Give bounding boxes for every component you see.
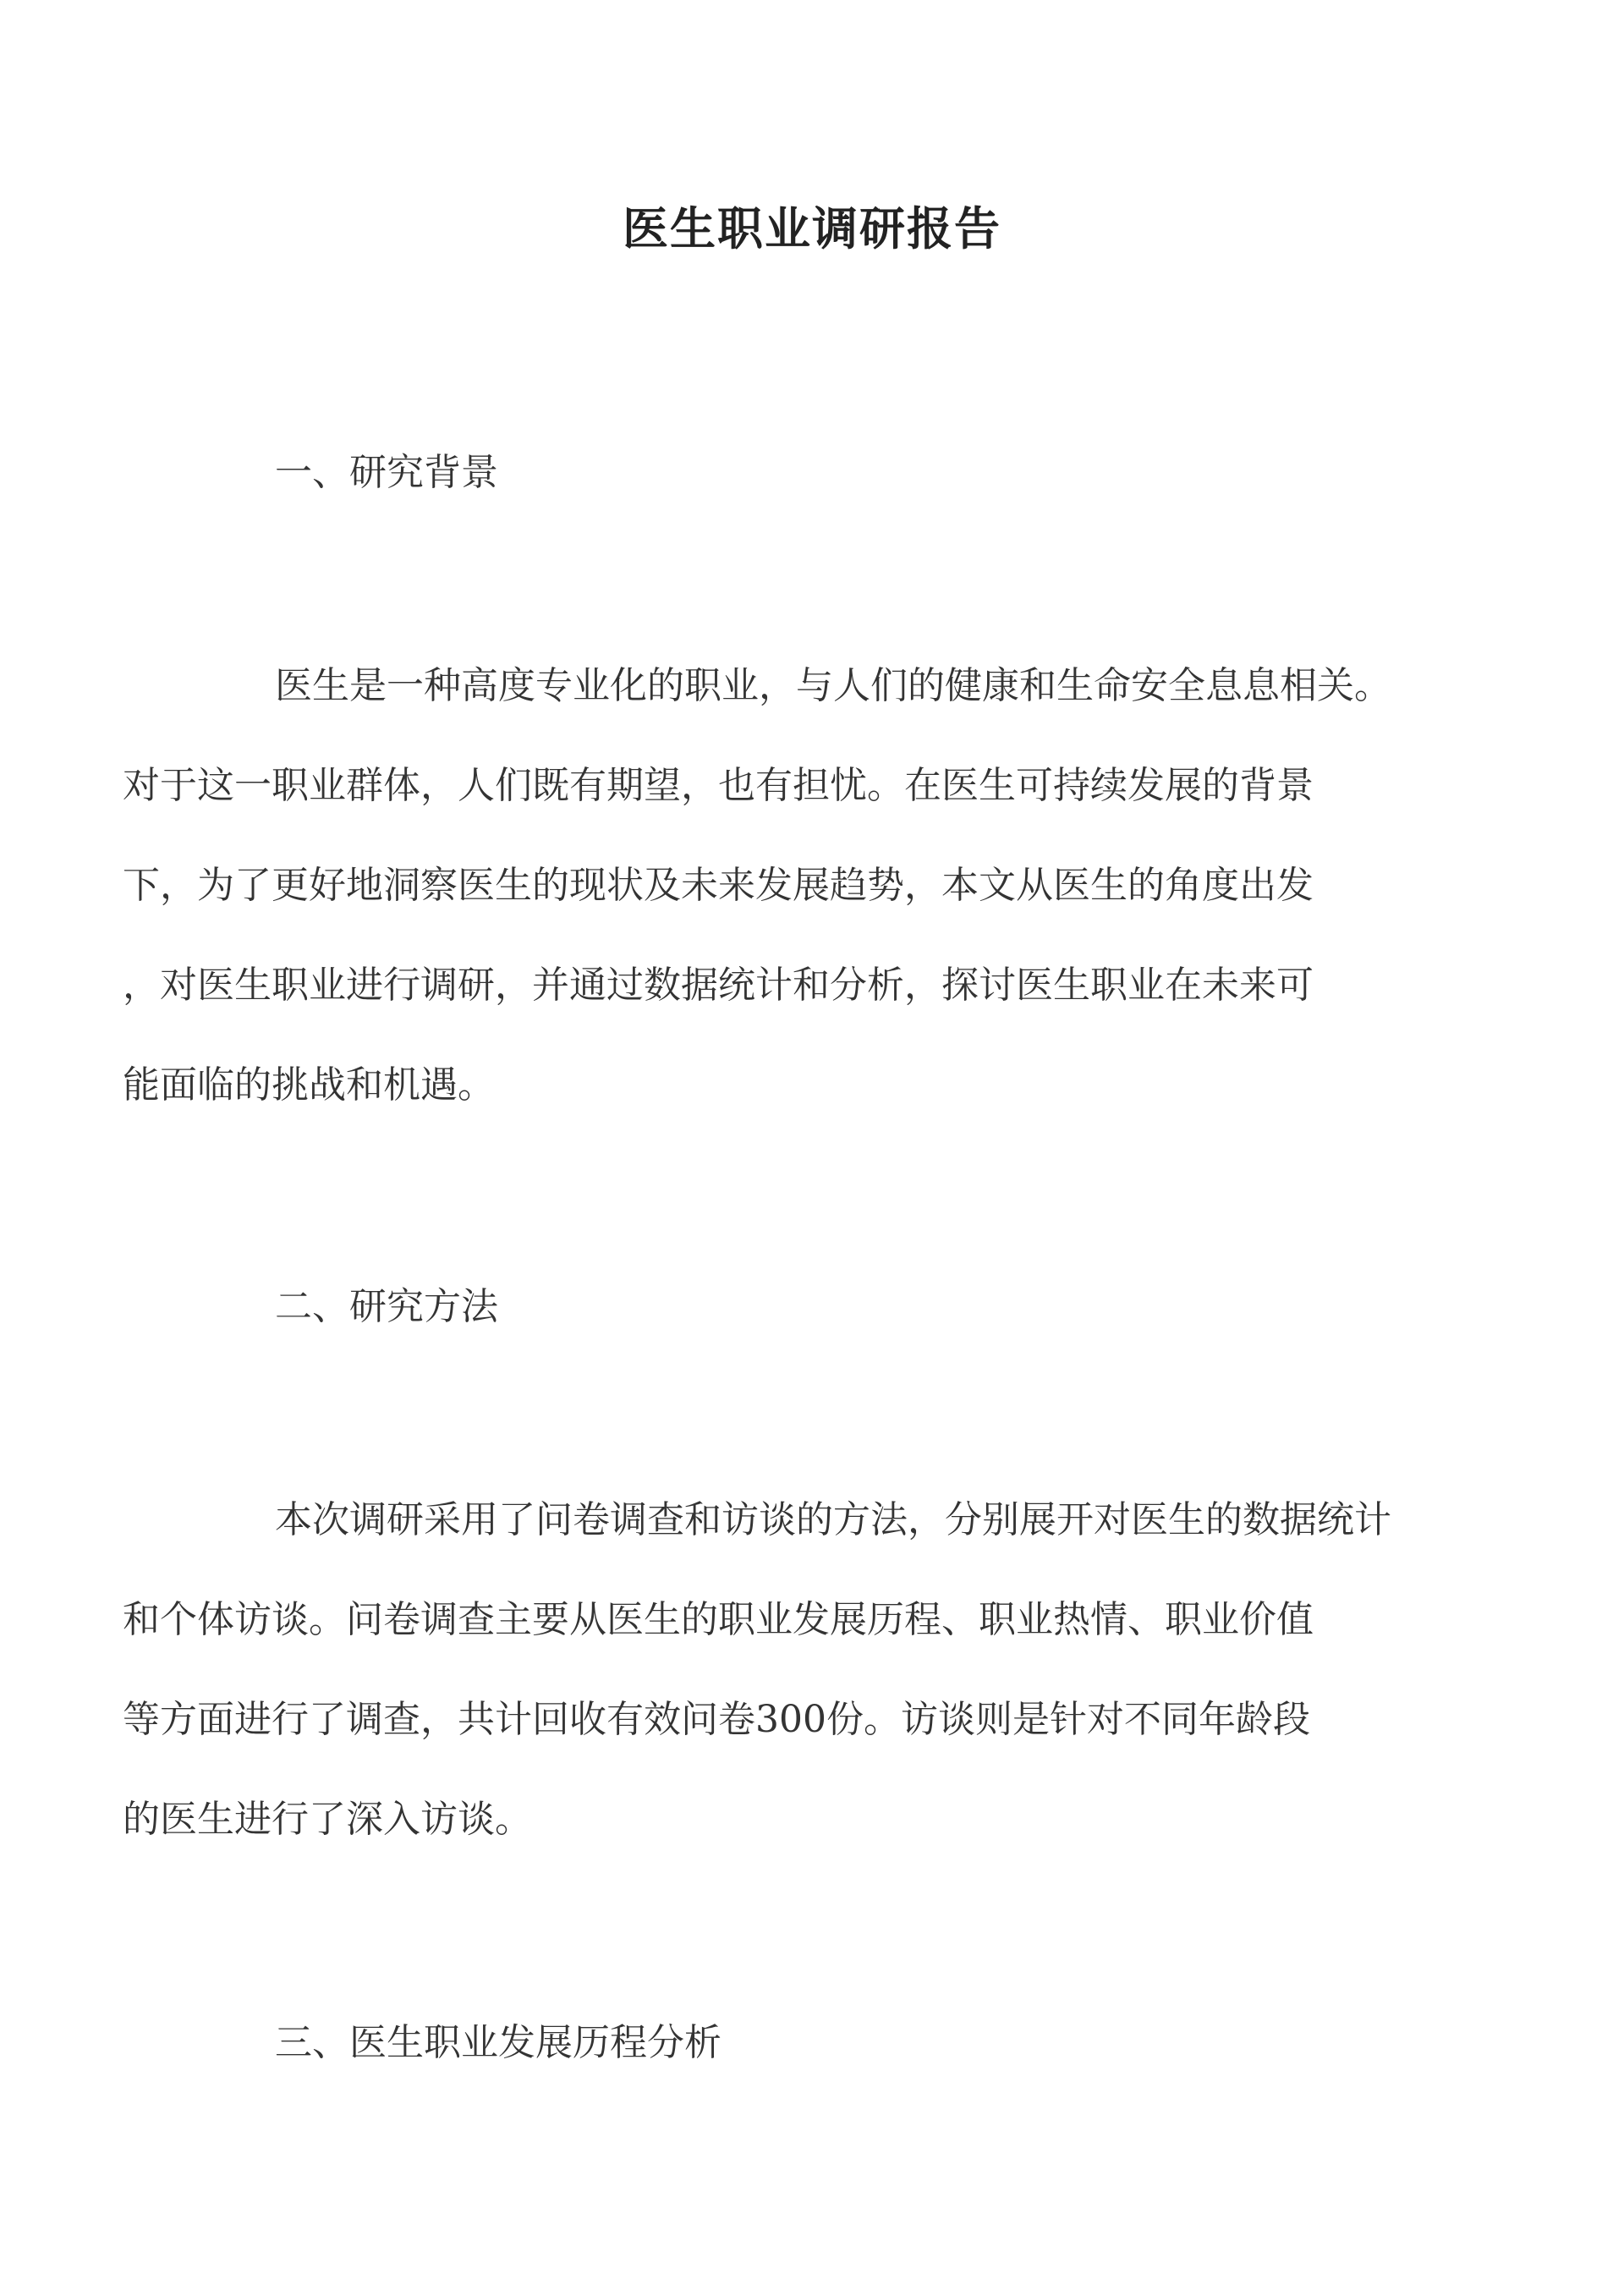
- document-title: 医生职业调研报告: [623, 201, 1001, 255]
- section-heading-career-analysis: 三、医生职业发展历程分析: [275, 2021, 721, 2064]
- paragraph-line: 医生是一种高度专业化的职业，与人们的健康和生命安全息息相关。: [275, 664, 1391, 707]
- section-heading-background: 一、研究背景: [275, 451, 498, 494]
- paragraph-line: 本次调研采用了问卷调查和访谈的方法，分别展开对医生的数据统计: [275, 1498, 1391, 1541]
- section-paragraph-method: [123, 1470, 1434, 1870]
- section-paragraph-background: [123, 636, 1434, 1135]
- paragraph-line: 和个体访谈。问卷调查主要从医生的职业发展历程、职业热情、职业价值: [123, 1598, 1314, 1641]
- section-heading-method: 二、研究方法: [275, 1285, 498, 1328]
- paragraph-line: 能面临的挑战和机遇。: [123, 1063, 495, 1107]
- paragraph-line: 的医生进行了深入访谈。: [123, 1798, 532, 1841]
- paragraph-line: ，对医生职业进行调研，并通过数据统计和分析，探讨医生职业在未来可: [123, 964, 1314, 1007]
- paragraph-line: 对于这一职业群体，人们既有期望，也有担忧。在医生可持续发展的背景: [123, 764, 1314, 807]
- paragraph-line: 等方面进行了调查，共计回收有效问卷300份。访谈则是针对不同年龄段: [123, 1698, 1310, 1741]
- paragraph-line: 下，为了更好地洞察医生的现状及未来发展趋势，本文从医生的角度出发: [123, 864, 1314, 907]
